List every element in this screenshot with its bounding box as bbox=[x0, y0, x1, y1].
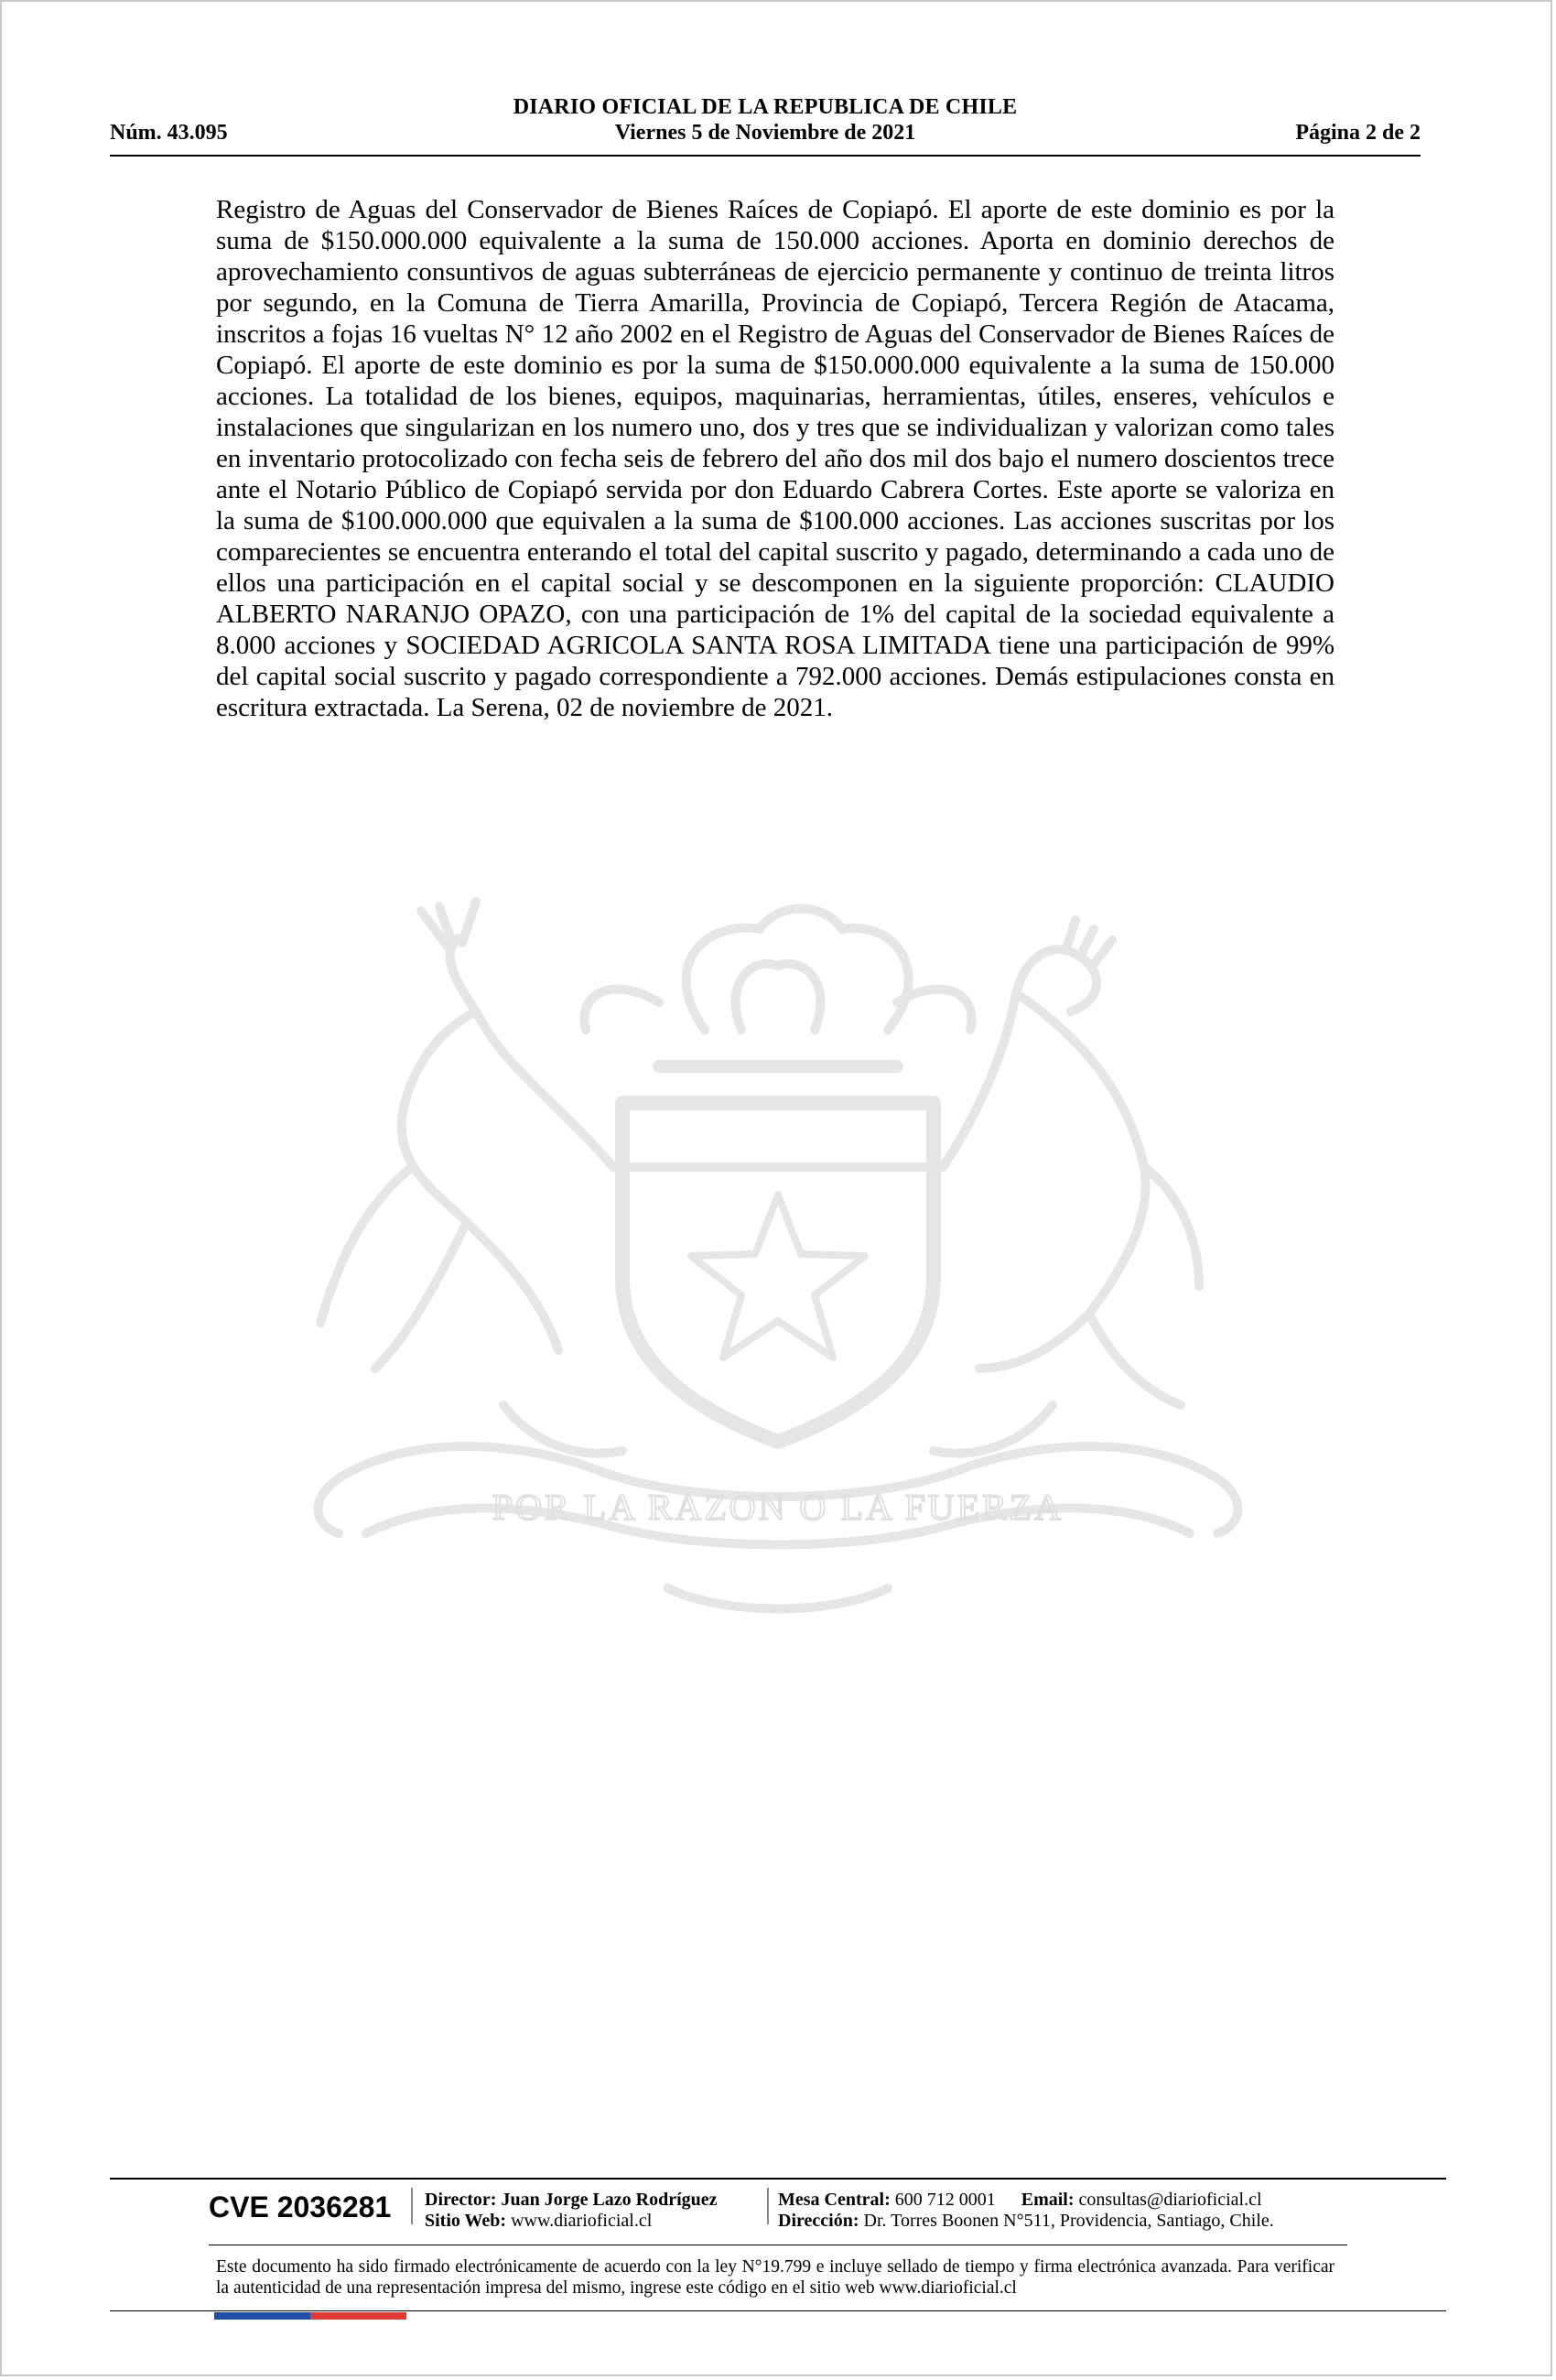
flag-red-segment bbox=[310, 2312, 406, 2320]
footer-contact-block bbox=[778, 2190, 1274, 2232]
publication-title: DIARIO OFICIAL DE LA REPUBLICA DE CHILE bbox=[513, 95, 1018, 119]
coat-of-arms-icon bbox=[229, 892, 1327, 1661]
director-value: Juan Jorge Lazo Rodríguez bbox=[501, 2190, 718, 2210]
header-divider bbox=[110, 155, 1421, 157]
director-label: Director: bbox=[425, 2190, 497, 2210]
website-link[interactable]: www.diarioficial.cl bbox=[511, 2211, 653, 2231]
issue-date: Viernes 5 de Noviembre de 2021 bbox=[614, 121, 916, 145]
body-paragraph: Registro de Aguas del Conservador de Bienes Raíces de Copiapó. El aporte de este dominio es por la suma de $150.000.000 equivalente a la suma de 150.000 acciones. Aporta en dominio derechos de aprovechamiento consuntivos de aguas subterráneas de ejercicio permanente y continuo de treinta litros por segundo, en la Comuna de Tierra Amarilla, Provincia de Copiapó, Tercera Región de Atacama, inscritos a fojas 16 vueltas N° 12 año 2002 en el Registro de Aguas del Conservador de Bienes Raíces de Copiapó. El aporte de este dominio es por la suma de $150.000.000 equivalente a la suma de 150.000 acciones. La totalidad de los bienes, equipos, maquinarias, herramientas, útiles, enseres, vehículos e instalaciones que singularizan en los numero uno, dos y tres que se individualizan y valorizan como tales en inventario protocolizado con fecha seis de febrero del año dos mil dos bajo el numero doscientos trece ante el Notario Público de Copiapó servida por don Eduardo Cabrera Cortes. Este aporte se valoriza en la suma de $100.000.000 que equivalen a la suma de $100.000 acciones. Las acciones suscritas por los comparecientes se encuentra enterando el total del capital suscrito y pagado, determinando a cada uno de ellos una participación en el capital social y se descomponen en la siguiente proporción: CLAUDIO ALBERTO NARANJO OPAZO, con una participación de 1% del capital de la sociedad equivalente a 8.000 acciones y SOCIEDAD AGRICOLA SANTA ROSA LIMITADA tiene una participación de 99% del capital social suscrito y pagado correspondiente a 792.000 acciones. Demás estipulaciones consta en escritura extractada. La Serena, 02 de noviembre de 2021. bbox=[216, 195, 1334, 722]
cve-code: CVE 2036281 bbox=[209, 2191, 392, 2223]
footer-separator bbox=[411, 2188, 413, 2224]
footer-director-block bbox=[425, 2190, 718, 2232]
mesa-central-phone: 600 712 0001 bbox=[894, 2190, 996, 2210]
signature-notice: Este documento ha sido firmado electrónicamente de acuerdo con la ley N°19.799 e incluye sellado de tiempo y firma electrónica avanzada. Para verificar la autenticidad de una representación impresa del mismo, ingrese este código en el sitio web www.diarioficial.cl bbox=[216, 2257, 1334, 2298]
website-label: Sitio Web: bbox=[425, 2211, 507, 2231]
address-label: Dirección: bbox=[778, 2211, 859, 2231]
page-indicator: Página 2 de 2 bbox=[1295, 121, 1421, 145]
email-label: Email: bbox=[1021, 2190, 1075, 2210]
address-value: Dr. Torres Boonen N°511, Providencia, Santiago, Chile. bbox=[863, 2211, 1274, 2231]
email-link[interactable]: consultas@diarioficial.cl bbox=[1078, 2190, 1262, 2210]
flag-blue-segment bbox=[214, 2312, 310, 2320]
page-header bbox=[110, 90, 1421, 154]
footer-divider-bottom bbox=[110, 2310, 1446, 2311]
svg-text:POR LA RAZON O LA FUERZA: POR LA RAZON O LA FUERZA bbox=[492, 1487, 1064, 1528]
footer-divider-top bbox=[110, 2178, 1446, 2180]
mesa-central-label: Mesa Central: bbox=[778, 2190, 891, 2210]
issue-number: Núm. 43.095 bbox=[110, 121, 228, 145]
footer-separator bbox=[767, 2188, 769, 2224]
flag-color-bar bbox=[214, 2312, 406, 2320]
